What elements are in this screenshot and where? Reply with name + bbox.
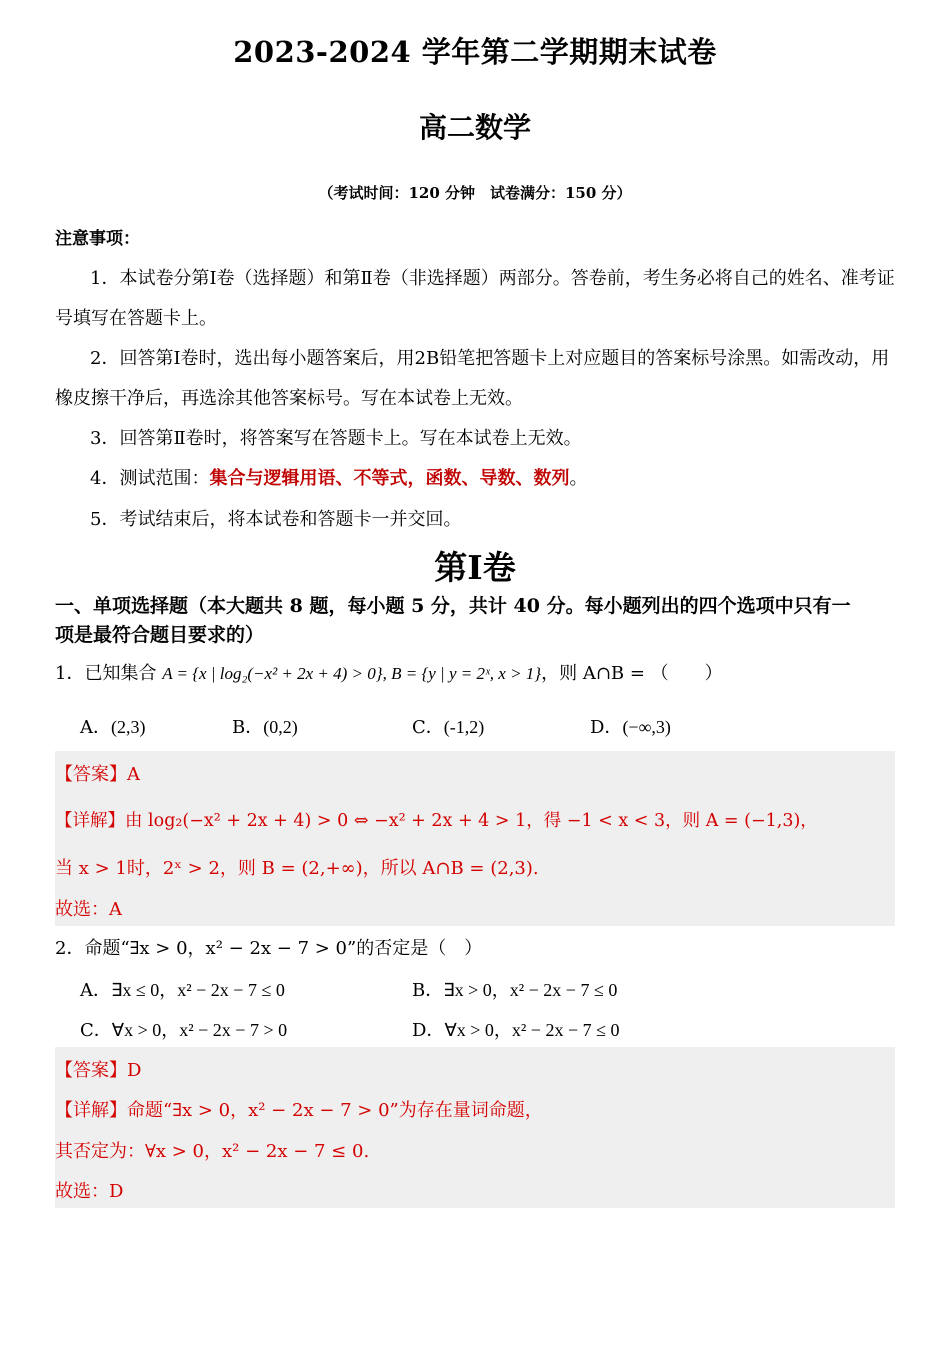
q1-detail-line2: 当 x > 1时，2ˣ > 2，则 B = (2,+∞)，所以 A∩B = (2,3). <box>55 858 539 879</box>
notice-item-1-line1: 1．本试卷分第Ⅰ卷（选择题）和第Ⅱ卷（非选择题）两部分。答卷前，考生务必将自己的姓名、准考证 <box>90 268 895 289</box>
q2-option-d: D．∀x > 0，x² − 2x − 7 ≤ 0 <box>412 1020 620 1041</box>
subject-title: 高二数学 <box>418 111 531 144</box>
q2-stem: 2．命题“∃x > 0，x² − 2x − 7 > 0”的否定是（ ） <box>55 938 483 959</box>
exam-meta: （考试时间：120 分钟 试卷满分：150 分） <box>318 184 632 202</box>
notice-item-5: 5．考试结束后，将本试卷和答题卡一并交回。 <box>90 509 462 530</box>
section-heading-line2: 项是最符合题目要求的） <box>55 624 265 646</box>
notice-item-4 <box>90 464 587 490</box>
q2-answer: 【答案】D <box>55 1060 142 1081</box>
notice-item-4-prefix: 4．测试范围： <box>90 468 210 489</box>
q2-solution-box <box>55 1047 895 1208</box>
q2-detail-line1: 【详解】命题“∃x > 0，x² − 2x − 7 > 0”为存在量词命题， <box>55 1100 543 1121</box>
q1-option-b: B．(0,2) <box>232 717 298 738</box>
notice-heading: 注意事项： <box>55 229 140 249</box>
q1-detail-line1: 【详解】由 log₂(−x² + 2x + 4) > 0 ⇔ −x² + 2x + 4 > 1，得 −1 < x < 3，则 A = (−1,3)， <box>55 811 818 831</box>
q1-answer: 【答案】A <box>55 764 140 785</box>
q1-option-a: A．(2,3) <box>80 717 146 738</box>
q2-conclusion: 故选：D <box>55 1181 124 1202</box>
q1-option-d: D．(−∞,3) <box>590 717 671 738</box>
notice-item-2-line1: 2．回答第Ⅰ卷时，选出每小题答案后，用2B铅笔把答题卡上对应题目的答案标号涂黑。如需改动，用 <box>90 348 890 369</box>
q2-option-c: C．∀x > 0，x² − 2x − 7 > 0 <box>80 1020 288 1041</box>
q1-stem <box>55 659 723 685</box>
notice-item-4-suffix: 。 <box>569 468 588 489</box>
q1-option-c: C．(-1,2) <box>412 717 485 738</box>
q1-tail: ，则 A∩B = （ ） <box>541 663 723 684</box>
q2-option-b: B．∃x > 0，x² − 2x − 7 ≤ 0 <box>412 980 618 1001</box>
q1-math: A = {x | log₂(−x² + 2x + 4) > 0}, B = {y | y = 2ˣ, x > 1} <box>162 664 542 683</box>
q1-solution-box <box>55 751 895 926</box>
q1-conclusion: 故选：A <box>55 899 122 920</box>
notice-item-3: 3．回答第Ⅱ卷时，将答案写在答题卡上。写在本试卷上无效。 <box>90 428 582 449</box>
q2-option-a: A．∃x ≤ 0，x² − 2x − 7 ≤ 0 <box>80 980 285 1001</box>
q1-number: 1．已知集合 <box>55 663 163 684</box>
notice-item-1-line2: 号填写在答题卡上。 <box>55 308 217 329</box>
section-heading-line1: 一、单项选择题（本大题共 8 题，每小题 5 分，共计 40 分。每小题列出的四个选项中只有一 <box>55 595 851 617</box>
exam-title: 2023-2024 学年第二学期期末试卷 <box>233 35 717 69</box>
test-scope: 集合与逻辑用语、不等式，函数、导数、数列 <box>209 468 570 489</box>
notice-item-2-line2: 橡皮擦干净后，再选涂其他答案标号。写在本试卷上无效。 <box>55 388 523 409</box>
q2-detail-line2: 其否定为：∀x > 0，x² − 2x − 7 ≤ 0. <box>55 1141 370 1162</box>
volume-title: 第Ⅰ卷 <box>434 548 516 587</box>
